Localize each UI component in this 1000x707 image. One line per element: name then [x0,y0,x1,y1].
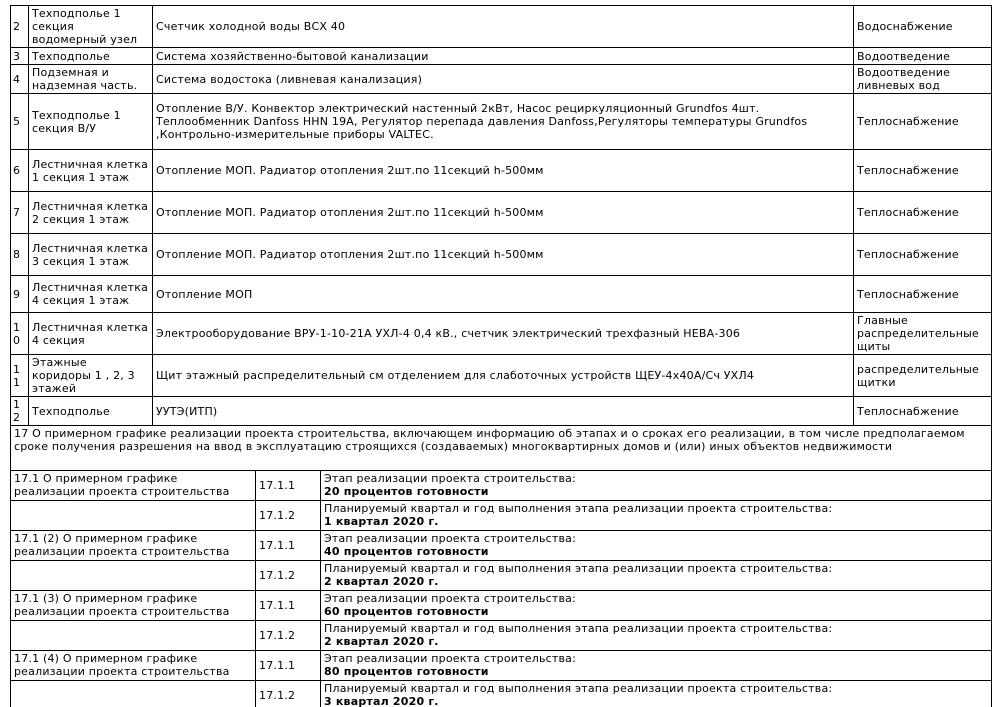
row-category: Главные распределительные щиты [854,313,992,355]
row-location: Лестничная клетка 4 секция [29,313,153,355]
row-description: УУТЭ(ИТП) [153,397,854,426]
stage-cell [321,591,992,621]
row-category: Теплоснабжение [854,234,992,276]
row-description: Отопление МОП. Радиатор отопления 2шт.по 11секций h-500мм [153,234,854,276]
quarter-cell [321,621,992,651]
quarter-label: Планируемый квартал и год выполнения этапа реализации проекта строительства: [324,562,833,575]
row-location: Техподполье [29,397,153,426]
stage-cell [321,471,992,501]
table-row [11,313,992,355]
table-row [11,397,992,426]
group-title: 17.1 (4) О примерном графике реализации проекта строительства [11,651,256,681]
stage-value: 80 процентов готовности [324,665,489,678]
row-number: 10 [11,313,29,355]
table-row [11,48,992,65]
row-description: Отопление В/У. Конвектор электрический настенный 2кВт, Насос рециркуляционный Grundfos 4шт. Теплообменник Danfoss HHN 19А, Регулятор перепада давления Danfoss,Регуляторы температуры Grundfos ,Контрольно-измерительные приборы VALTEC. [153,94,854,150]
stage-value: 40 процентов готовности [324,545,489,558]
stage-cell [321,651,992,681]
quarter-label: Планируемый квартал и год выполнения этапа реализации проекта строительства: [324,502,833,515]
schedule-row [11,651,992,681]
quarter-label: Планируемый квартал и год выполнения этапа реализации проекта строительства: [324,622,833,635]
group-title-empty [11,501,256,531]
table-row [11,355,992,397]
quarter-value: 3 квартал 2020 г. [324,695,439,707]
row-number: 11 [11,355,29,397]
row-category: Теплоснабжение [854,94,992,150]
quarter-value: 1 квартал 2020 г. [324,515,439,528]
row-description: Щит этажный распределительный см отделением для слаботочных устройств ЩЕУ-4х40А/Сч УХЛ4 [153,355,854,397]
row-location: Техподполье 1 секция водомерный узел [29,6,153,48]
table-row [11,192,992,234]
schedule-row [11,681,992,707]
schedule-row [11,471,992,501]
row-location: Техподполье [29,48,153,65]
row-category: Водоотведение [854,48,992,65]
table-row [11,94,992,150]
group-title: 17.1 (2) О примерном графике реализации проекта строительства [11,531,256,561]
item-code: 17.1.1 [256,531,321,561]
row-category: Теплоснабжение [854,397,992,426]
schedule-row [11,501,992,531]
schedule-row [11,621,992,651]
section-header-row [11,426,992,471]
quarter-cell [321,501,992,531]
row-description: Отопление МОП. Радиатор отопления 2шт.по 11секций h-500мм [153,192,854,234]
row-category: Теплоснабжение [854,150,992,192]
section17-header: 17 О примерном графике реализации проекта строительства, включающем информацию об этапах и о сроках его реализации, в том числе предполагаемом сроке получения разрешения на ввод в эксплуатацию строящихся (создаваемых) многоквартирных домов и (или) иных объектов недвижимости [11,426,992,471]
row-category: Водоснабжение [854,6,992,48]
row-location: Лестничная клетка 1 секция 1 этаж [29,150,153,192]
stage-label: Этап реализации проекта строительства: [324,592,577,605]
row-description: Система водостока (ливневая канализация) [153,65,854,94]
schedule-row [11,531,992,561]
table-row [11,65,992,94]
row-number: 2 [11,6,29,48]
stage-value: 20 процентов готовности [324,485,489,498]
row-number: 9 [11,276,29,313]
row-number: 7 [11,192,29,234]
group-title-empty [11,621,256,651]
row-number: 5 [11,94,29,150]
project-declaration-table [10,5,992,707]
row-number: 3 [11,48,29,65]
row-number: 6 [11,150,29,192]
quarter-cell [321,681,992,707]
schedule-row [11,591,992,621]
item-code: 17.1.1 [256,651,321,681]
item-code: 17.1.1 [256,471,321,501]
row-category: Теплоснабжение [854,276,992,313]
row-category: распределительные щитки [854,355,992,397]
stage-label: Этап реализации проекта строительства: [324,532,577,545]
row-description: Отопление МОП [153,276,854,313]
group-title-empty [11,681,256,707]
row-location: Подземная и надземная часть. [29,65,153,94]
row-number: 4 [11,65,29,94]
row-description: Электрооборудование ВРУ-1-10-21А УХЛ-4 0,4 кВ., счетчик электрический трехфазный НЕВА-306 [153,313,854,355]
row-description: Счетчик холодной воды ВСХ 40 [153,6,854,48]
table-row [11,6,992,48]
table-row [11,276,992,313]
group-title-empty [11,561,256,591]
row-number: 8 [11,234,29,276]
stage-label: Этап реализации проекта строительства: [324,472,577,485]
item-code: 17.1.2 [256,561,321,591]
quarter-value: 2 квартал 2020 г. [324,635,439,648]
stage-value: 60 процентов готовности [324,605,489,618]
row-category: Теплоснабжение [854,192,992,234]
item-code: 17.1.2 [256,681,321,707]
quarter-label: Планируемый квартал и год выполнения этапа реализации проекта строительства: [324,682,833,695]
row-category: Водоотведение ливневых вод [854,65,992,94]
row-number: 12 [11,397,29,426]
row-description: Система хозяйственно-бытовой канализации [153,48,854,65]
schedule-row [11,561,992,591]
row-description: Отопление МОП. Радиатор отопления 2шт.по 11секций h-500мм [153,150,854,192]
quarter-cell [321,561,992,591]
item-code: 17.1.2 [256,501,321,531]
group-title: 17.1 О примерном графике реализации проекта строительства [11,471,256,501]
quarter-value: 2 квартал 2020 г. [324,575,439,588]
stage-cell [321,531,992,561]
row-location: Техподполье 1 секция В/У [29,94,153,150]
row-location: Лестничная клетка 3 секция 1 этаж [29,234,153,276]
row-location: Лестничная клетка 2 секция 1 этаж [29,192,153,234]
row-location: Этажные коридоры 1 , 2, 3 этажей [29,355,153,397]
row-location: Лестничная клетка 4 секция 1 этаж [29,276,153,313]
table-row [11,150,992,192]
group-title: 17.1 (3) О примерном графике реализации проекта строительства [11,591,256,621]
item-code: 17.1.1 [256,591,321,621]
item-code: 17.1.2 [256,621,321,651]
table-row [11,234,992,276]
stage-label: Этап реализации проекта строительства: [324,652,577,665]
